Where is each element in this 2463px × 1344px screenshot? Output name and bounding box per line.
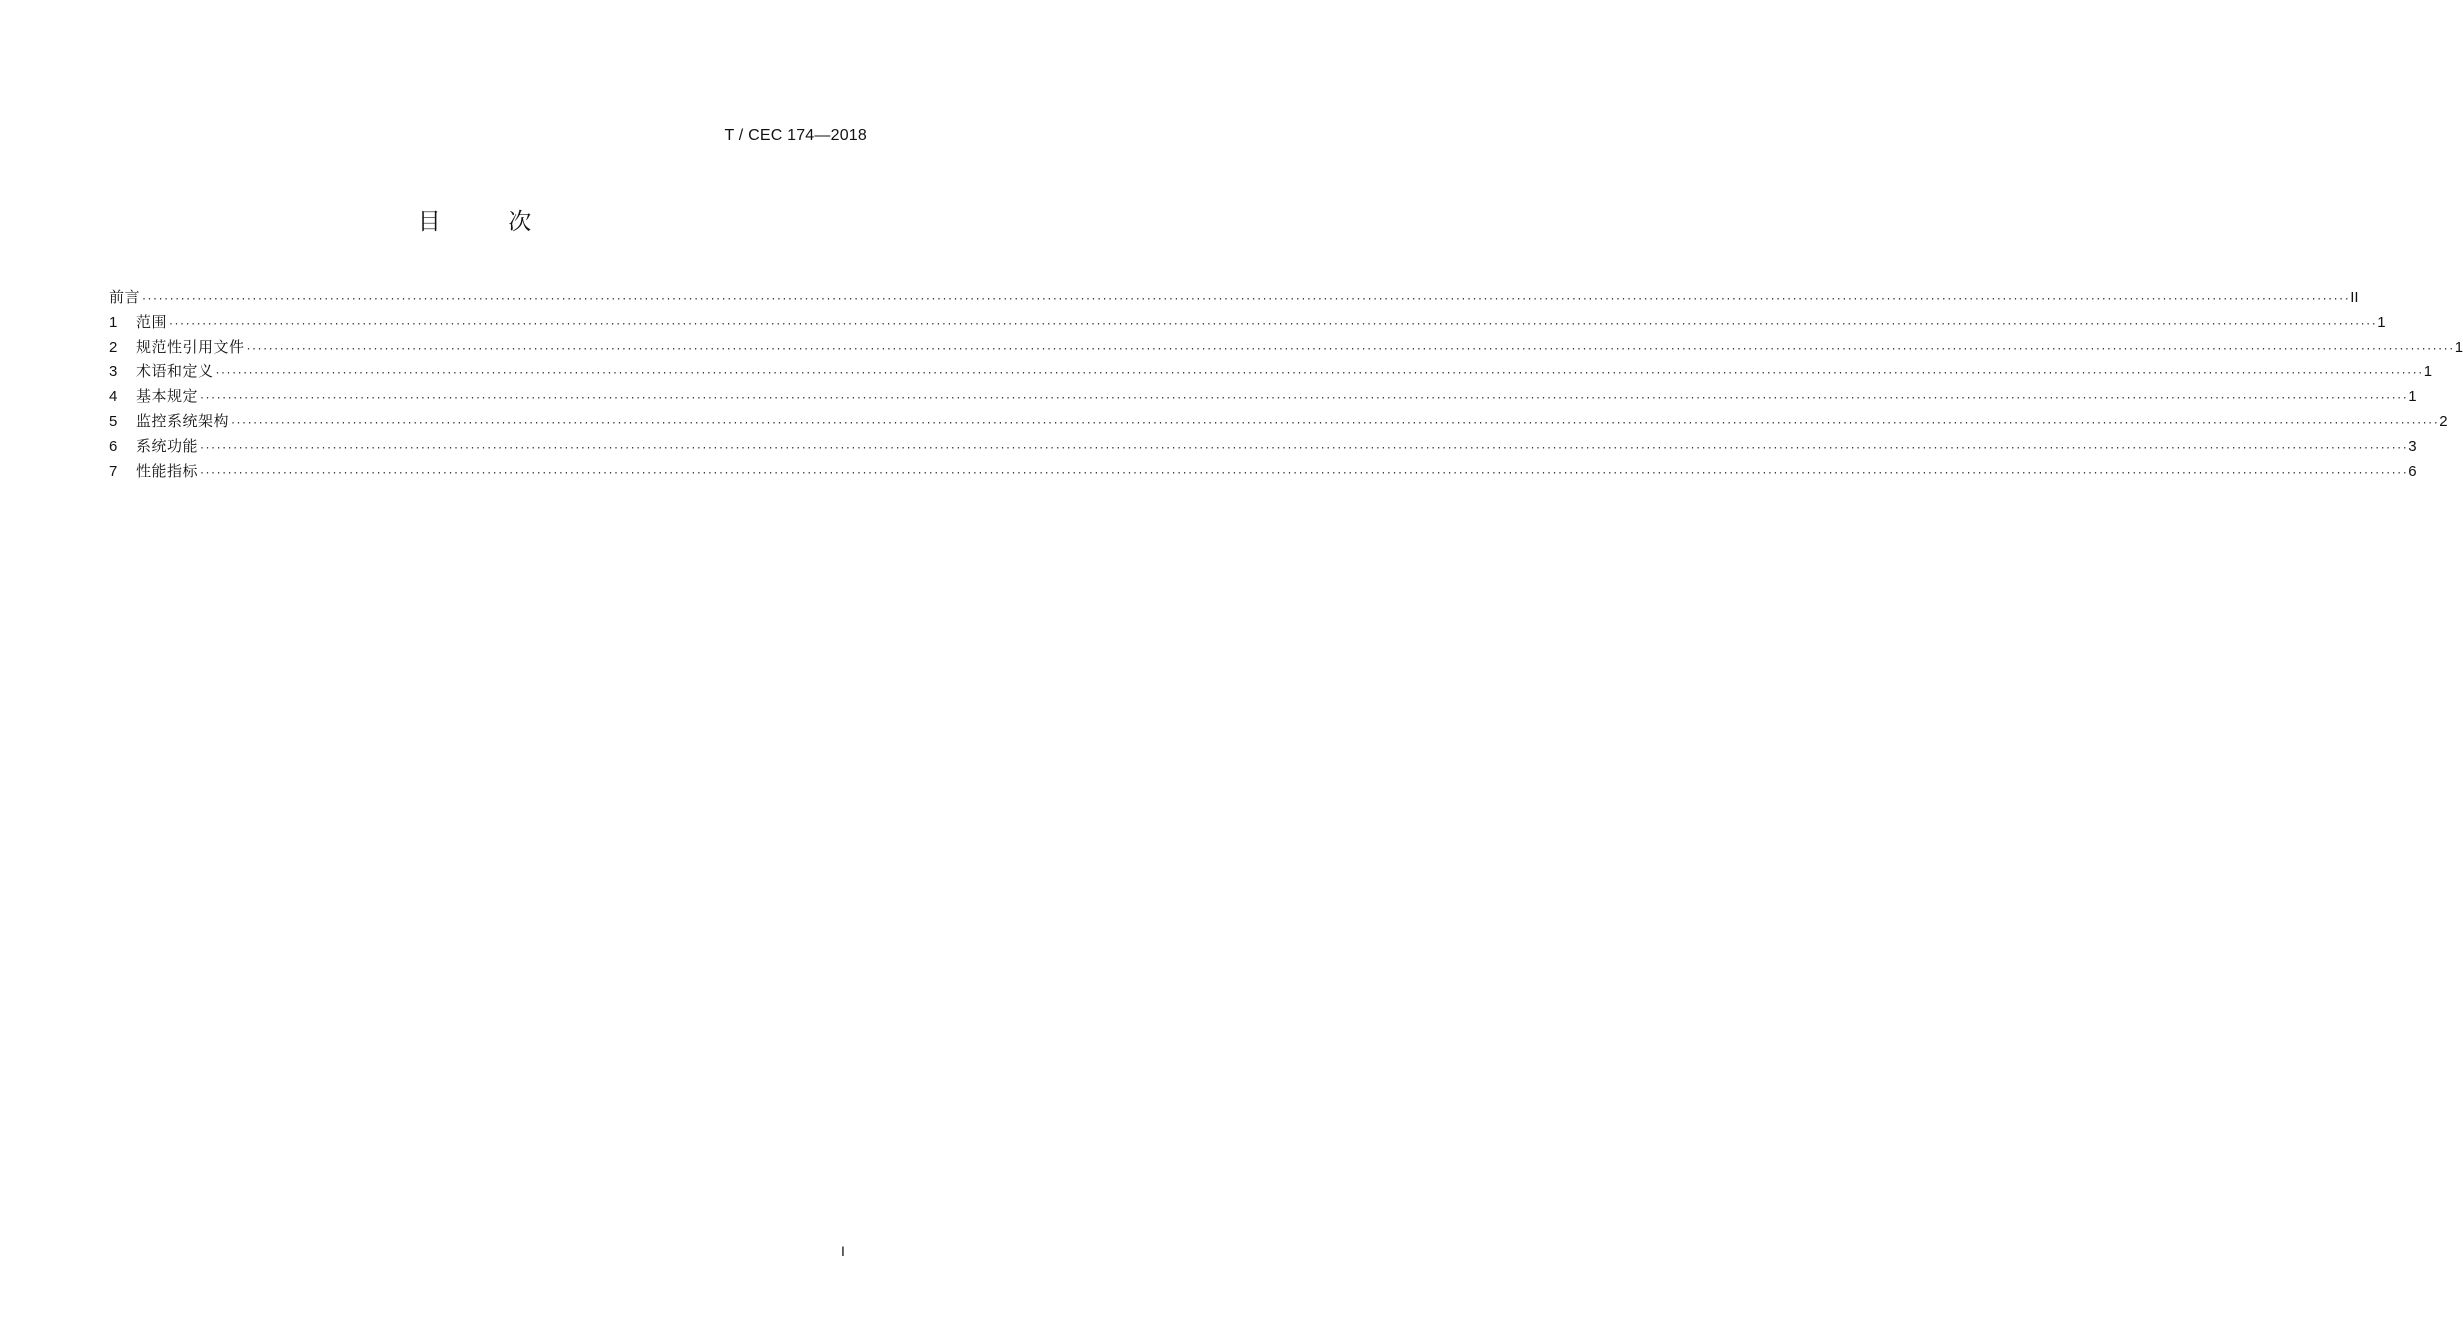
toc-entry-system-architecture[interactable]: [109, 409, 2448, 434]
toc-dot-leader: ················································································································································································································································································································································································································: [168, 318, 2377, 330]
toc-entry-label: 范围: [136, 312, 168, 331]
toc-entry-label: 术语和定义: [136, 362, 214, 381]
toc-entry-label: 性能指标: [136, 461, 199, 480]
toc-entry-label: 规范性引用文件: [136, 337, 245, 356]
table-of-contents: [109, 285, 2463, 483]
toc-dot-leader: ················································································································································································································································································································································································································: [141, 294, 2350, 305]
toc-entry-system-functions[interactable]: [109, 434, 2417, 459]
toc-entry-page: 2: [2439, 412, 2448, 430]
toc-entry-number: 2: [109, 338, 118, 356]
toc-entry-label: 前言: [109, 288, 141, 306]
toc-entry-number: 5: [109, 412, 118, 430]
toc-dot-leader: ················································································································································································································································································································································································································: [199, 467, 2408, 479]
toc-entry-page: 6: [2408, 462, 2417, 480]
toc-entry-label: 系统功能: [136, 436, 199, 455]
toc-entry-page: 1: [2377, 313, 2386, 331]
toc-dot-leader: ················································································································································································································································································································································································································: [199, 442, 2408, 454]
toc-dot-leader: ················································································································································································································································································································································································································: [199, 393, 2408, 405]
toc-dot-leader: ················································································································································································································································································································································································································: [214, 368, 2423, 380]
toc-entry-number: 3: [109, 363, 118, 381]
document-code: T / CEC 174—2018: [724, 127, 867, 144]
toc-entry-page: 1: [2423, 363, 2433, 381]
toc-entry-basic-provisions[interactable]: [109, 384, 2417, 409]
toc-entry-page: 3: [2408, 437, 2417, 455]
toc-entry-normative-references[interactable]: [109, 335, 2463, 360]
toc-entry-scope[interactable]: [109, 310, 2386, 335]
toc-entry-terms-definitions[interactable]: [109, 359, 2433, 384]
page-number: I: [841, 1243, 845, 1259]
toc-entry-label: 基本规定: [136, 387, 199, 406]
toc-title: 目 次: [417, 209, 533, 235]
toc-entry-number: 7: [109, 462, 118, 480]
toc-entry-page: 1: [2408, 388, 2417, 406]
toc-entry-number: 4: [109, 388, 118, 406]
toc-entry-number: 1: [109, 313, 118, 331]
toc-entry-page: 1: [2454, 338, 2463, 356]
toc-entry-foreword[interactable]: [109, 285, 2359, 310]
toc-entry-performance-indicators[interactable]: [109, 459, 2417, 484]
toc-entry-page: II: [2350, 289, 2359, 306]
toc-entry-label: 监控系统架构: [136, 411, 230, 430]
toc-dot-leader: ················································································································································································································································································································································································································: [230, 417, 2439, 429]
toc-dot-leader: ················································································································································································································································································································································································································: [245, 343, 2454, 355]
toc-entry-number: 6: [109, 437, 118, 455]
